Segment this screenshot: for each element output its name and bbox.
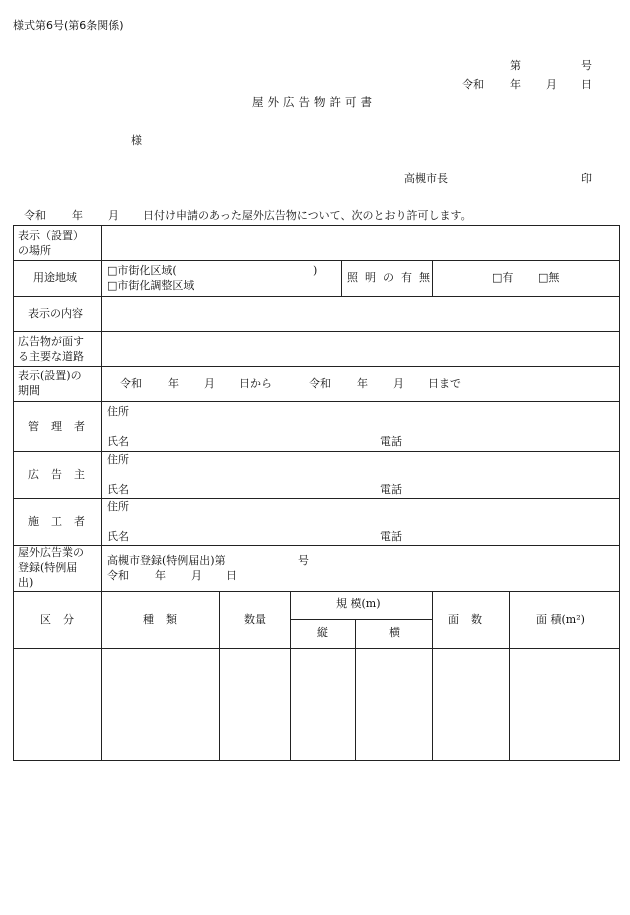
- intro-reiwa: 令和: [24, 209, 46, 222]
- registration-go: 号: [298, 554, 309, 567]
- lighting-no-checkbox[interactable]: □無: [538, 271, 560, 284]
- row-divider: [13, 498, 620, 499]
- period-reiwa-end: 令和: [309, 377, 331, 390]
- col-divider: [290, 591, 291, 761]
- zoning-option-urbanization[interactable]: □市街化区域(: [107, 264, 177, 277]
- lighting-divider: [341, 260, 342, 296]
- row-divider: [13, 648, 620, 649]
- period-tsuki-end: 月: [393, 377, 404, 390]
- content-label: 表示の内容: [28, 307, 83, 320]
- constructor-name-label: 氏名: [107, 530, 129, 543]
- constructor-label: 施工者: [28, 515, 97, 528]
- advertiser-address-label: 住所: [107, 453, 129, 466]
- col-divider: [219, 591, 220, 761]
- constructor-phone-label: 電話: [380, 530, 402, 543]
- period-until: 日まで: [428, 377, 461, 390]
- location-label-line2: の場所: [18, 244, 51, 257]
- road-label-line1: 広告物が面す: [18, 335, 84, 348]
- registration-hi: 日: [226, 569, 237, 582]
- road-label-line2: る主要な道路: [18, 350, 84, 363]
- zoning-option-close-paren: ): [313, 264, 318, 277]
- advertiser-name-label: 氏名: [107, 483, 129, 496]
- col-scale-header: 規 模(m): [336, 597, 381, 610]
- header-reiwa: 令和: [462, 78, 484, 91]
- row-divider: [13, 591, 620, 592]
- period-nen-start: 年: [168, 377, 179, 390]
- manager-phone-label: 電話: [380, 435, 402, 448]
- period-from: 日から: [239, 377, 272, 390]
- period-nen-end: 年: [357, 377, 368, 390]
- row-divider: [13, 401, 620, 402]
- zoning-option-control[interactable]: □市街化調整区域: [107, 279, 195, 292]
- col-area-header: 面 積(m²): [536, 613, 585, 626]
- intro-nen: 年: [72, 209, 83, 222]
- header-nen: 年: [510, 78, 521, 91]
- document-title: 屋外広告物許可書: [252, 95, 376, 109]
- zoning-label: 用途地域: [33, 271, 77, 284]
- registration-tsuki: 月: [191, 569, 202, 582]
- registration-nen: 年: [155, 569, 166, 582]
- col-divider: [509, 591, 510, 761]
- registration-label-line2: 登録(特例届: [18, 561, 78, 574]
- advertiser-label: 広告主: [28, 468, 97, 481]
- period-tsuki-start: 月: [204, 377, 215, 390]
- row-divider: [13, 545, 620, 546]
- header-dai: 第: [510, 59, 521, 72]
- registration-text: 高槻市登録(特例届出)第: [107, 554, 226, 567]
- addressee-sama: 様: [131, 134, 142, 147]
- registration-label-line3: 出): [18, 576, 34, 589]
- lighting-yes-checkbox[interactable]: □有: [492, 271, 514, 284]
- col-divider: [432, 591, 433, 761]
- row-divider: [13, 260, 620, 261]
- label-column-divider: [101, 225, 102, 761]
- col-type-header: 種類: [143, 613, 189, 626]
- row-divider: [13, 296, 620, 297]
- row-divider: [13, 366, 620, 367]
- constructor-address-label: 住所: [107, 500, 129, 513]
- advertiser-phone-label: 電話: [380, 483, 402, 496]
- header-hi: 日: [581, 78, 592, 91]
- col-category-header: 区分: [40, 613, 86, 626]
- registration-reiwa: 令和: [107, 569, 129, 582]
- col-width-header: 横: [389, 626, 400, 639]
- intro-tsuki: 月: [108, 209, 119, 222]
- location-label-line1: 表示（設置）: [18, 229, 84, 242]
- col-height-header: 縦: [317, 626, 328, 639]
- lighting-label: 照明の有無: [347, 271, 437, 284]
- manager-address-label: 住所: [107, 405, 129, 418]
- header-tsuki: 月: [546, 78, 557, 91]
- table-border: [13, 225, 620, 761]
- col-faces-header: 面数: [448, 613, 494, 626]
- seal-mark: 印: [581, 172, 592, 185]
- col-divider: [355, 619, 356, 761]
- period-label-line1: 表示(設置)の: [18, 369, 82, 382]
- period-label-line2: 期間: [18, 384, 40, 397]
- intro-text: 日付け申請のあった屋外広告物について、次のとおり許可します。: [143, 209, 472, 222]
- row-divider: [13, 451, 620, 452]
- row-divider: [13, 331, 620, 332]
- manager-name-label: 氏名: [107, 435, 129, 448]
- issuer-name: 高槻市長: [404, 172, 448, 185]
- period-reiwa-start: 令和: [120, 377, 142, 390]
- registration-label-line1: 屋外広告業の: [18, 546, 84, 559]
- col-quantity-header: 数量: [244, 613, 266, 626]
- scale-subheader-divider: [290, 619, 432, 620]
- form-number: 様式第6号(第6条関係): [13, 19, 124, 32]
- header-go: 号: [581, 59, 592, 72]
- manager-label: 管理者: [28, 420, 97, 433]
